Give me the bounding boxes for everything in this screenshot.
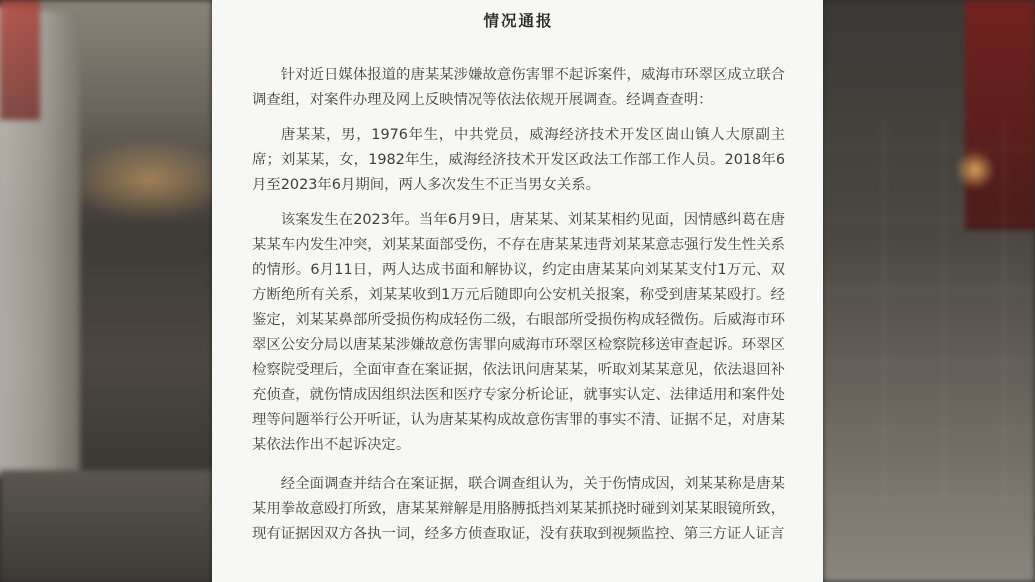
paragraph-persons: 唐某某，男，1976年生，中共党员，威海经济技术开发区崮山镇人大原副主席；刘某某，女，1982年生，威海经济技术开发区政法工作部工作人员。2018年6月至2023年6月期间，两人多次发生不正当男女关系。	[252, 127, 785, 193]
background-light	[955, 150, 995, 190]
paragraph-intro: 针对近日媒体报道的唐某某涉嫌故意伤害罪不起诉案件，威海市环翠区成立联合调查组，对案件办理及网上反映情况等依法依规开展调查。经调查查明：	[252, 67, 785, 108]
paragraph-findings: 经全面调查并结合在案证据，联合调查组认为，关于伤情成因，刘某某称是唐某某用拳故意殴打所致，唐某某辩解是用胳膊抵挡刘某某抓挠时碰到刘某某眼镜所致，现有证据因双方各执一词，经多方侦查取证，没有获取到视频监控、第三方证人证言	[252, 476, 785, 542]
background-red-banner	[0, 0, 40, 120]
document-title: 情况通报	[483, 12, 554, 30]
notice-document	[212, 0, 823, 582]
paragraph-case: 该案发生在2023年。当年6月9日，唐某某、刘某某相约见面，因情感纠葛在唐某某车内发生冲突，刘某某面部受伤，不存在唐某某违背刘某某意志强行发生性关系的情形。6月11日，两人达成书面和解协议，约定由唐某某向刘某某支付1万元、双方断绝所有关系，刘某某收到1万元后随即向公安机关报案，称受到唐某某殴打。经鉴定，刘某某鼻部所受损伤构成轻伤二级，右眼部所受损伤构成轻微伤。后威海市环翠区公安分局以唐某某涉嫌故意伤害罪向威海市环翠区检察院移送审查起诉。环翠区检察院受理后，全面审查在案证据，依法讯问唐某某，听取刘某某意见，依法退回补充侦查，就伤情成因组织法医和医疗专家分析论证，就事实认定、法律适用和案件处理等问题举行公开听证，认为唐某某构成故意伤害罪的事实不清、证据不足，对唐某某依法作出不起诉决定。	[252, 212, 785, 453]
blurred-background-left	[0, 0, 212, 582]
background-floor	[0, 470, 212, 582]
background-panel	[823, 120, 1035, 500]
blurred-background-right	[823, 0, 1035, 582]
